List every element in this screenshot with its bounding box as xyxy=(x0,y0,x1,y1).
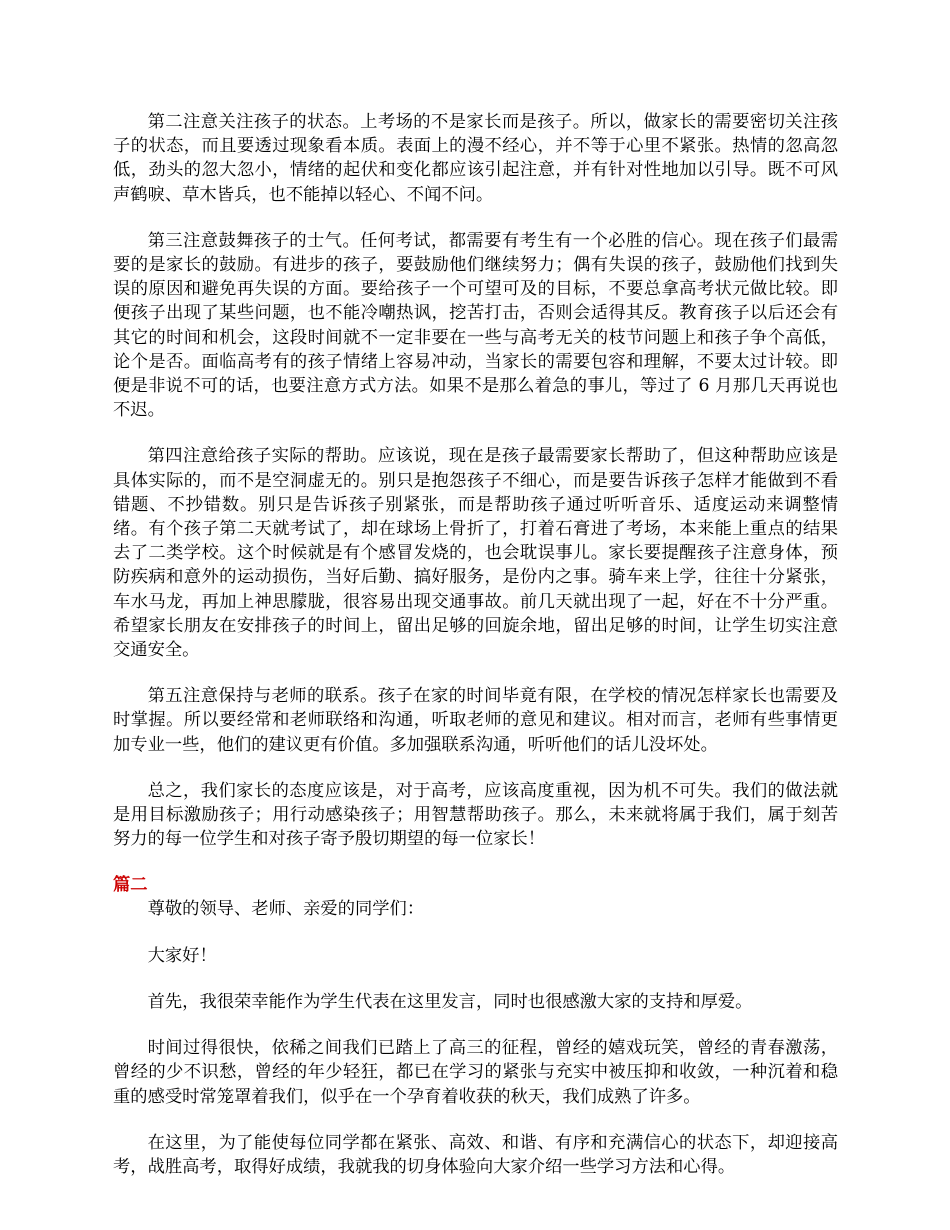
speech-opening: 首先，我很荣幸能作为学生代表在这里发言，同时也很感激大家的支持和厚爱。 xyxy=(147,991,753,1012)
document-page xyxy=(113,110,838,1201)
speech-reflection: 时间过得很快，依稀之间我们已踏上了高三的征程，曾经的嬉戏玩笑，曾经的青春激荡，曾经的少不识愁，曾经的年少轻狂，都已在学习的紧张与充实中被压抑和收敛，一种沉着和稳重的感受时常笼罩着我们，似乎在一个孕育着收获的秋天，我们成熟了许多。 xyxy=(113,1038,838,1107)
speech-salutation: 尊敬的领导、老师、亲爱的同学们： xyxy=(147,899,425,920)
paragraph-attention-state: 第二注意关注孩子的状态。上考场的不是家长而是孩子。所以，做家长的需要密切关注孩子的状态，而且要透过现象看本质。表面上的漫不经心，并不等于心里不紧张。热情的忽高忽低，劲头的忽大忽小，情绪的起伏和变化都应该引起注意，并有针对性地加以引导。既不可风声鹤唳、草木皆兵，也不能掉以轻心、不闻不问。 xyxy=(113,112,838,205)
paragraph-teacher-contact: 第五注意保持与老师的联系。孩子在家的时间毕竟有限，在学校的情况怎样家长也需要及时掌握。所以要经常和老师联络和沟通，听取老师的意见和建议。相对而言，老师有些事情更加专业一些，他们的建议更有价值。多加强联系沟通，听听他们的话儿没坏处。 xyxy=(113,686,838,755)
speech-purpose: 在这里，为了能使每位同学都在紧张、高效、和谐、有序和充满信心的状态下，却迎接高考，战胜高考，取得好成绩，我就我的切身体验向大家介绍一些学习方法和心得。 xyxy=(113,1132,838,1177)
paragraph-conclusion: 总之，我们家长的态度应该是，对于高考，应该高度重视，因为机不可失。我们的做法就是用目标激励孩子；用行动感染孩子；用智慧帮助孩子。那么，未来就将属于我们，属于刻苦努力的每一位学生和对孩子寄予殷切期望的每一位家长！ xyxy=(113,780,838,850)
speech-greeting: 大家好！ xyxy=(147,945,217,966)
paragraph-practical-help: 第四注意给孩子实际的帮助。应该说，现在是孩子最需要家长帮助了，但这种帮助应该是具体实际的，而不是空洞虚无的。别只是抱怨孩子不细心，而是要告诉孩子怎样才能做到不看错题、不抄错数。别只是告诉孩子别紧张，而是帮助孩子通过听听音乐、适度运动来调整情绪。有个孩子第二天就考试了，却在球场上骨折了，打着石膏进了考场，本来能上重点的结果去了二类学校。这个时候就是有个感冒发烧的，也会耽误事儿。家长要提醒孩子注意身体，预防疾病和意外的运动损伤，当好后勤、搞好服务，是份内之事。骑车来上学，往往十分紧张，车水马龙，再加上神思朦胧，很容易出现交通事故。前几天就出现了一起，好在不十分严重。希望家长朋友在安排孩子的时间上，留出足够的回旋余地，留出足够的时间，让学生切实注意交通安全。 xyxy=(113,446,838,661)
section-heading-part-two: 篇二 xyxy=(113,875,148,896)
paragraph-encourage-morale: 第三注意鼓舞孩子的士气。任何考试，都需要有考生有一个必胜的信心。现在孩子们最需要的是家长的鼓励。有进步的孩子，要鼓励他们继续努力；偶有失误的孩子，鼓励他们找到失误的原因和避免再失误的方面。要给孩子一个可望可及的目标，不要总拿高考状元做比较。即便孩子出现了某些问题，也不能冷嘲热讽，挖苦打击，否则会适得其反。教育孩子以后还会有其它的时间和机会，这段时间就不一定非要在一些与高考无关的枝节问题上和孩子争个高低，论个是否。面临高考有的孩子情绪上容易冲动，当家长的需要包容和理解，不要太过计较。即便是非说不可的话，也要注意方式方法。如果不是那么着急的事儿，等过了 6 月那几天再说也不迟。 xyxy=(113,230,838,421)
